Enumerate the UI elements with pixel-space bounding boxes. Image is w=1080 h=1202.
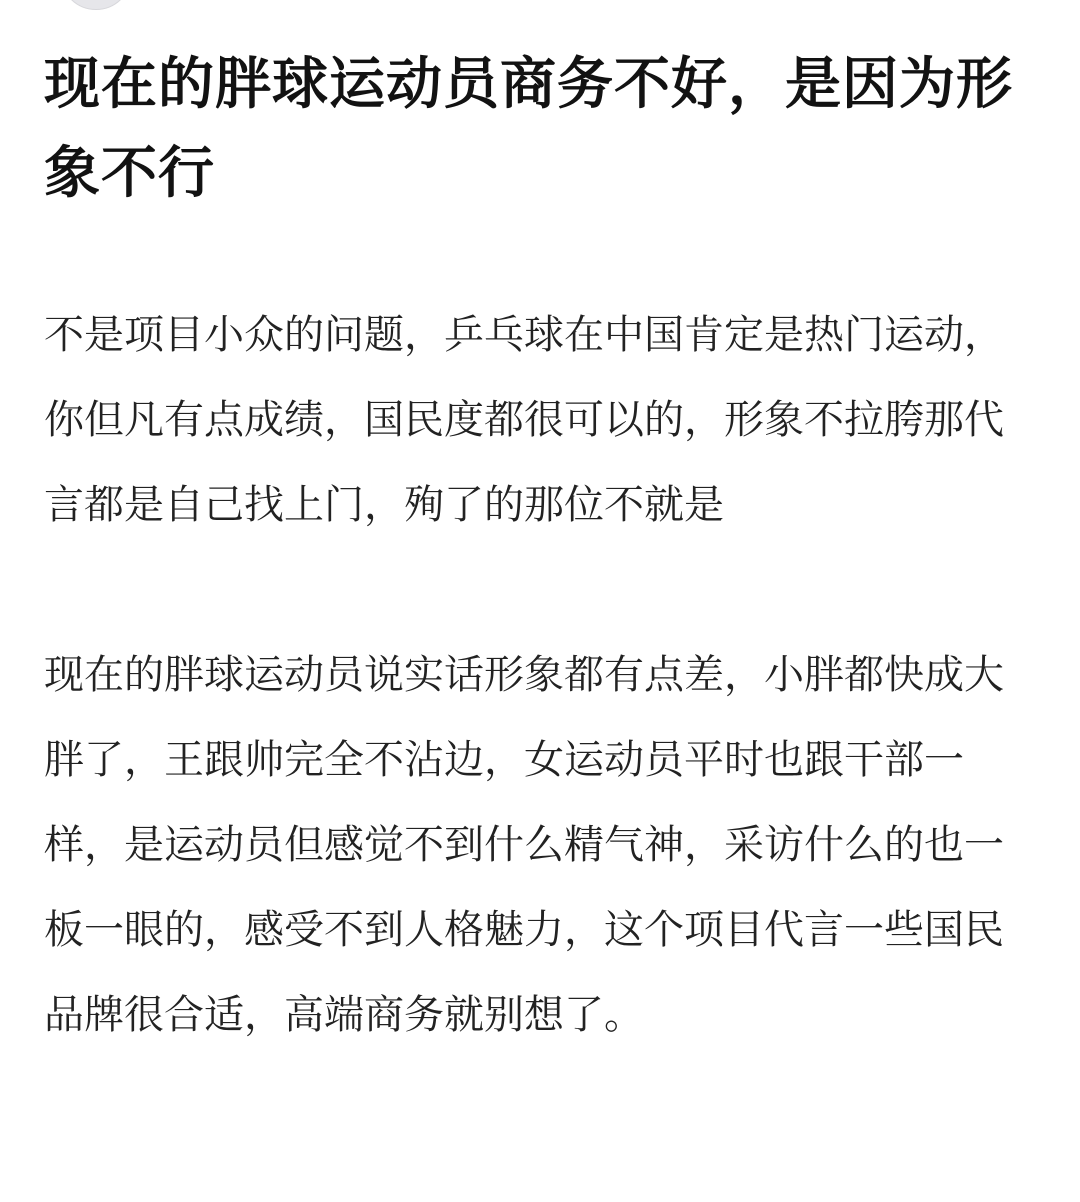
post-paragraph-2: 现在的胖球运动员说实话形象都有点差，小胖都快成大胖了，王跟帅完全不沾边，女运动员平时也跟干部一样，是运动员但感觉不到什么精气神，采访什么的也一板一眼的，感受不到人格魅力，这个项目代言一些国民品牌很合适，高端商务就别想了。 [44,652,1004,1038]
post-title: 现在的胖球运动员商务不好，是因为形象不行 [44,52,1013,206]
post-content [44,40,1019,1058]
post-paragraph-1: 不是项目小众的问题，乒乓球在中国肯定是热门运动，你但凡有点成绩，国民度都很可以的，形象不拉胯那代言都是自己找上门，殉了的那位不就是 [44,312,1004,528]
post-body [44,293,1019,1058]
avatar[interactable] [60,0,132,10]
